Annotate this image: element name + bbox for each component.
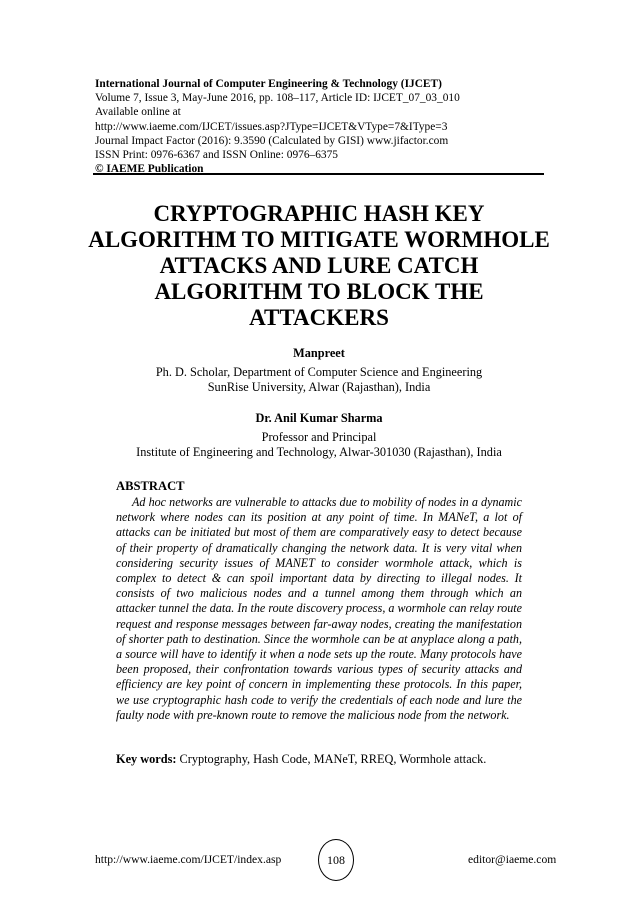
journal-volume-line: Volume 7, Issue 3, May-June 2016, pp. 108–117, Article ID: IJCET_07_03_010 [95,92,460,105]
author-affiliation: Professor and Principal [261,430,377,444]
issn-line: ISSN Print: 0976-6367 and ISSN Online: 0976–6375 [95,149,339,162]
author-name: Dr. Anil Kumar Sharma [255,411,383,425]
keywords-label: Key words: [116,752,177,766]
footer-email[interactable]: editor@iaeme.com [468,853,557,866]
author-block [60,346,578,395]
abstract-text: Ad hoc networks are vulnerable to attacks due to mobility of nodes in a dynamic network where nodes can its position at any point of time. In MANeT, a lot of attacks can be initiated but most of them are comparatively easy to detect because of their property of dramatically changing the network data. It is very vital when considering security issues of MANET to consider wormhole attack, which is complex to detect & can spoil important data by directing to illegal nodes. It consists of two malicious nodes and a tunnel among them through which an attacker tunnel the data. In the route discovery process, a wormhole can relay route request and response messages between far-away nodes, creating the manifestation of shorter path to destination. Since the wormhole can be at anyplace along a path, a source will have to identify it when a node sets up the route. Many protocols have been proposed, their confrontation towards various types of security attacks and efficiency are key point of concern in implementing these protocols. In this paper, we use cryptographic hash code to verify the credentials of each node and lure the faulty node with pre-known route to remove the malicious node from the network. [116,495,522,722]
availability-line: Available online at [95,106,181,119]
journal-title: International Journal of Computer Engineering & Technology (IJCET) [95,78,442,90]
title-line: ALGORITHM TO MITIGATE WORMHOLE [88,227,550,252]
publisher-line: © IAEME Publication [95,163,204,176]
author-name: Manpreet [293,346,345,360]
paper-title [80,201,558,331]
keywords-text: Cryptography, Hash Code, MANeT, RREQ, Wormhole attack. [179,752,487,766]
title-line: ALGORITHM TO BLOCK THE [154,279,484,304]
footer-url[interactable]: http://www.iaeme.com/IJCET/index.asp [95,853,282,866]
journal-header [95,77,543,176]
issue-url[interactable]: http://www.iaeme.com/IJCET/issues.asp?JType=IJCET&VType=7&IType=3 [95,120,448,133]
author-affiliation: Institute of Engineering and Technology, Alwar-301030 (Rajasthan), India [136,445,502,459]
abstract-heading: ABSTRACT [116,479,185,493]
keywords [116,752,536,767]
author-block [60,411,578,460]
author-affiliation: SunRise University, Alwar (Rajasthan), India [207,380,431,394]
author-affiliation: Ph. D. Scholar, Department of Computer Science and Engineering [155,365,483,379]
header-divider [93,173,544,175]
page-number: 108 [318,839,354,881]
impact-factor-line: Journal Impact Factor (2016): 9.3590 (Calculated by GISI) www.jifactor.com [95,134,449,147]
title-line: CRYPTOGRAPHIC HASH KEY [153,201,485,226]
title-line: ATTACKS AND LURE CATCH [159,253,479,278]
title-line: ATTACKERS [249,305,389,330]
